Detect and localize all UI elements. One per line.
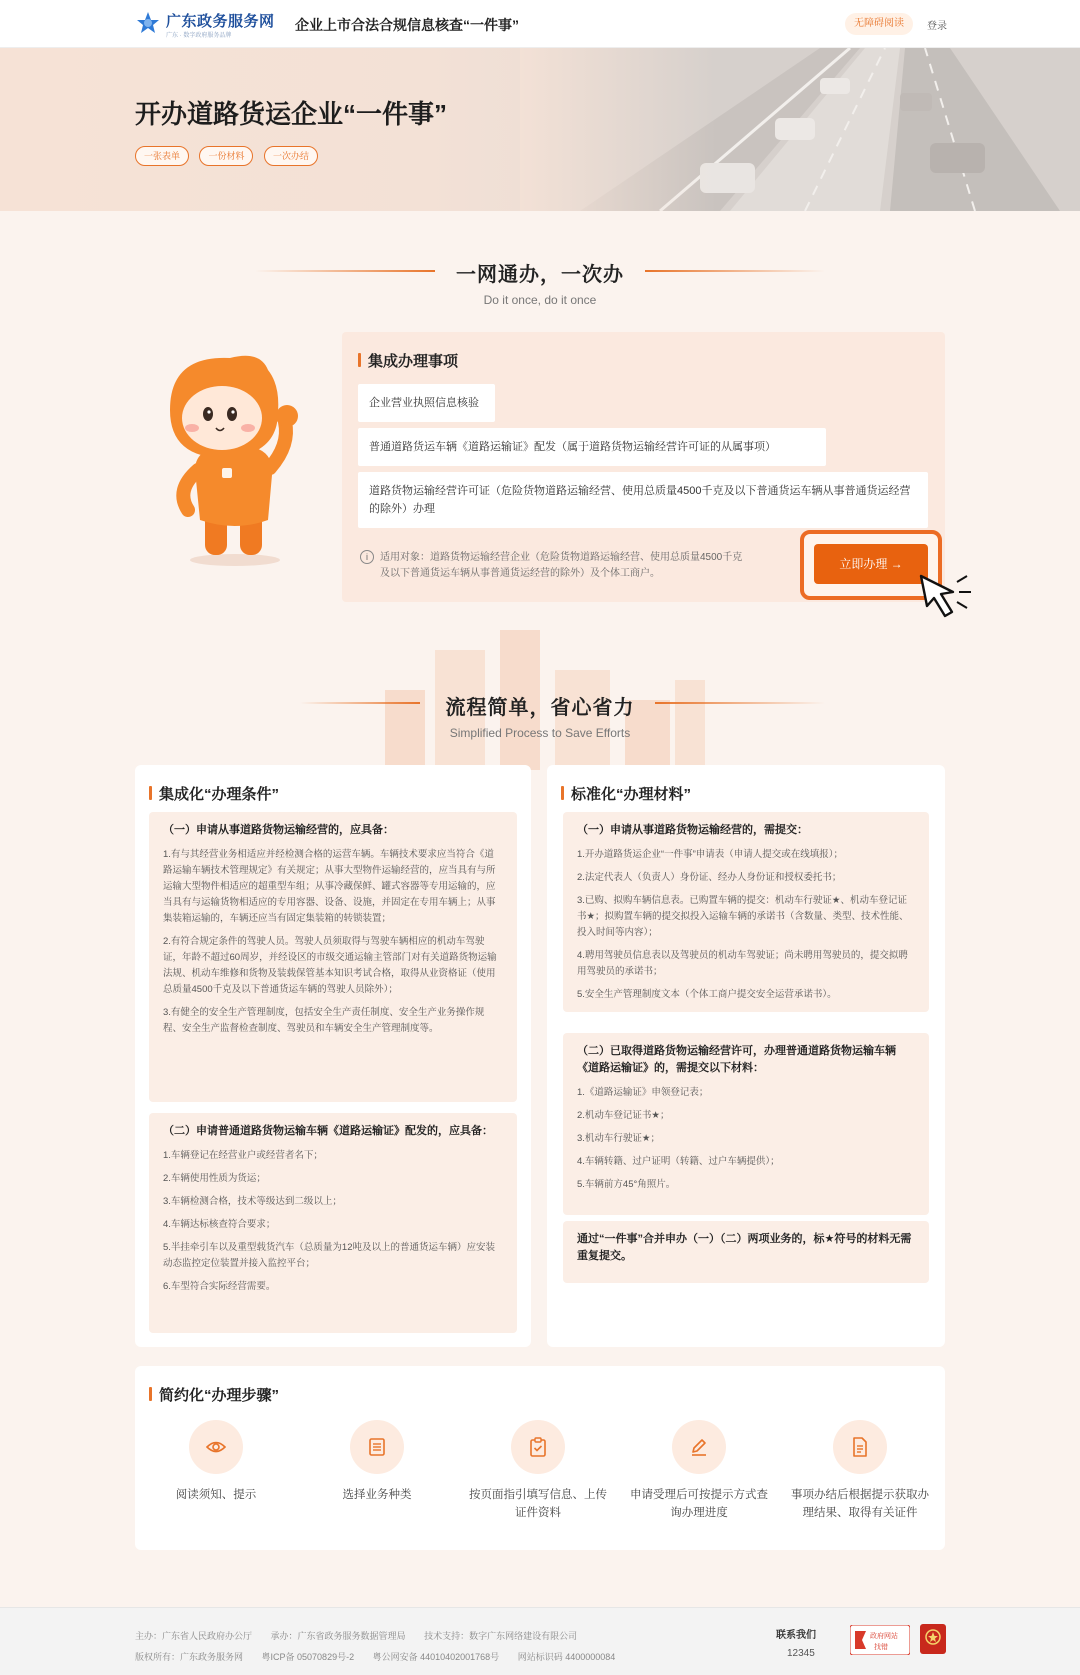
- materials-heading: 标准化“办理材料”: [561, 783, 691, 804]
- document-icon: [850, 1437, 870, 1457]
- list-item: 5.车辆前方45°角照片。: [577, 1179, 676, 1190]
- list-item: 4.车辆达标核查符合要求；: [163, 1219, 276, 1230]
- eye-icon: [206, 1437, 226, 1457]
- item-license-verification: 企业营业执照信息核验: [358, 384, 495, 422]
- contact-phone: 12345: [787, 1648, 815, 1659]
- item-operating-permit: 道路货物运输经营许可证（危险货物道路运输经营、使用总质量4500千克及以下普通货运车辆从事普通货运经营的除外）办理: [358, 472, 928, 528]
- section-title-process: [0, 691, 1080, 740]
- section-title-en: Do it once, do it once: [483, 293, 597, 307]
- contact-us-label[interactable]: 联系我们: [776, 1630, 816, 1641]
- conditions-group-1: [149, 812, 517, 1102]
- conditions-group-2-title: （二）申请普通道路货物运输车辆《道路运输证》配发的，应具备：: [163, 1125, 493, 1137]
- section-title-online: [0, 258, 1080, 307]
- step-label: 事项办结后根据提示获取办理结果、取得有关证件: [791, 1489, 929, 1519]
- list-item: 3.已购、拟购车辆信息表。已购置车辆的提交：机动车行驶证★、机动车登记证书★；拟购置车辆的提交拟投入运输车辆的承诺书（含数量、类型、技术性能、投入时间等内容）；: [577, 895, 909, 938]
- footer-site-id: 网站标识码 4400000084: [517, 1652, 616, 1662]
- materials-tip: [563, 1221, 929, 1283]
- list-item: 4.聘用驾驶员信息表以及驾驶员的机动车驾驶证；尚未聘用驾驶员的，提交拟聘用驾驶员的承诺书；: [577, 950, 908, 977]
- highway-image: [520, 48, 1080, 211]
- list-item: 2.法定代表人（负责人）身份证、经办人身份证和授权委托书；: [577, 872, 842, 883]
- footer-police-record-link[interactable]: 粤公网安备 44010402001768号: [372, 1652, 500, 1662]
- tag-one-material: 一份材料: [199, 146, 253, 166]
- list-icon: [367, 1437, 387, 1457]
- footer-icp-link[interactable]: 粤ICP备 05070829号-2: [261, 1652, 355, 1662]
- list-item: 1.开办道路货运企业“一件事”申请表（申请人提交或在线填报）；: [577, 849, 844, 860]
- section-title-zh: 一网通办，一次办: [456, 264, 624, 286]
- clipboard-icon: [528, 1437, 548, 1457]
- footer-row-records: [135, 1650, 631, 1663]
- list-item: 2.机动车登记证书★；: [577, 1110, 670, 1121]
- logo-subtext: 广东 · 数字政府服务品牌: [166, 33, 232, 39]
- list-item: 2.有符合规定条件的驾驶人员。驾驶人员须取得与驾驶车辆相应的机动车驾驶证，年龄不超过60周岁，并经设区的市级交通运输主管部门对有关道路货物运输法规、机动车维修和货物及装载保管基本知识考试合格，取得从业资格证（使用总质量4500千克及以下普通货运车辆的驾驶人员除外）；: [163, 936, 497, 995]
- section-title-en-2: Simplified Process to Save Efforts: [449, 726, 631, 740]
- step-label: 阅读须知、提示: [175, 1489, 257, 1501]
- step-label: 申请受理后可按提示方式查询办理进度: [630, 1489, 768, 1519]
- list-item: 5.半挂牵引车以及重型载货汽车（总质量为12吨及以上的普通货运车辆）应安装动态监控定位装置并接入监控平台；: [163, 1242, 495, 1269]
- footer-tech-support: 技术支持：数字广东网络建设有限公司: [424, 1631, 578, 1641]
- item-transport-certificate: 普通道路货运车辆《道路运输证》配发（属于道路货物运输经营许可证的从属事项）: [358, 428, 826, 466]
- accessible-reading-button[interactable]: 无障碍阅读: [845, 13, 913, 35]
- footer-row-organizers: [135, 1629, 593, 1642]
- materials-group-2-title: （二）已取得道路货物运输经营许可，办理普通道路货物运输车辆《道路运输证》的，需提交以下材料：: [577, 1045, 896, 1074]
- site-logo[interactable]: [136, 9, 276, 39]
- tag-one-completion: 一次办结: [264, 146, 318, 166]
- list-item: 2.车辆使用性质为货运；: [163, 1173, 266, 1184]
- conditions-heading: 集成化“办理条件”: [149, 783, 279, 804]
- nav-title: 企业上市合法合规信息核查“一件事”: [295, 17, 519, 33]
- error-report-badge[interactable]: [850, 1625, 910, 1655]
- conditions-group-2: [149, 1113, 517, 1333]
- step-label: 按页面指引填写信息、上传证件资料: [469, 1489, 607, 1519]
- applicable-target-note: 适用对象：道路货物运输经营企业（危险货物道路运输经营、使用总质量4500千克及以下普通货运车辆从事普通货运经营的除外）及个体工商户。: [380, 552, 743, 579]
- materials-tip-text: 通过“一件事”合并申办（一）（二）两项业务的，标★符号的材料无需重复提交。: [577, 1233, 912, 1262]
- top-nav: [0, 0, 1080, 48]
- steps-heading: 简约化“办理步骤”: [149, 1384, 279, 1405]
- step-fill-info: [468, 1420, 608, 1522]
- svg-text:政府网站: 政府网站: [870, 1633, 898, 1640]
- section-title-zh-2: 流程简单，省心省力: [445, 697, 635, 719]
- list-item: 3.车辆检测合格，技术等级达到二级以上；: [163, 1196, 342, 1207]
- party-emblem-icon: [920, 1624, 946, 1654]
- integrated-items-card: [342, 332, 945, 602]
- step-get-result: [790, 1420, 930, 1522]
- login-link[interactable]: 登录: [927, 21, 947, 32]
- info-icon: i: [360, 550, 374, 564]
- page-title: 开办道路货运企业“一件事”: [135, 99, 448, 129]
- mascot-illustration: [160, 350, 320, 570]
- apply-now-button[interactable]: 立即办理 →: [814, 544, 928, 584]
- list-item: 3.有健全的安全生产管理制度，包括安全生产责任制度、安全生产业务操作规程、安全生产监督检查制度、驾驶员和车辆安全生产管理制度等。: [163, 1007, 485, 1034]
- list-item: 5.安全生产管理制度文本（个体工商户提交安全运营承诺书）。: [577, 989, 837, 1000]
- step-select-business: [307, 1420, 447, 1504]
- list-item: 6.车型符合实际经营需要。: [163, 1281, 276, 1292]
- conditions-panel: [135, 765, 531, 1347]
- svg-text:找错: 找错: [874, 1644, 888, 1651]
- footer-copyright: 版权所有：广东政务服务网: [135, 1652, 244, 1662]
- logo-icon: [136, 11, 160, 35]
- footer-organizer: 承办：广东省政务服务数据管理局: [270, 1631, 406, 1641]
- hero-banner: [0, 48, 1080, 211]
- pointer-cursor-icon: [917, 572, 975, 624]
- logo-text: 广东政务服务网: [166, 13, 275, 30]
- footer-host: 主办：广东省人民政府办公厅: [135, 1631, 253, 1641]
- hero-tags: [135, 146, 324, 166]
- items-card-heading: 集成办理事项: [358, 350, 458, 371]
- step-label: 选择业务种类: [342, 1489, 412, 1501]
- materials-panel: [547, 765, 945, 1347]
- steps-panel: [135, 1366, 945, 1550]
- list-item: 1.《道路运输证》申领登记表；: [577, 1087, 709, 1098]
- list-item: 3.机动车行驶证★；: [577, 1133, 660, 1144]
- list-item: 4.车辆转籍、过户证明（转籍、过户车辆提供）；: [577, 1156, 780, 1167]
- edit-icon: [689, 1437, 709, 1457]
- materials-group-1-title: （一）申请从事道路货物运输经营的，需提交：: [577, 824, 808, 836]
- materials-group-2: [563, 1033, 929, 1215]
- tag-one-form: 一张表单: [135, 146, 189, 166]
- conditions-group-1-title: （一）申请从事道路货物运输经营的，应具备：: [163, 824, 394, 836]
- step-read-notice: [146, 1420, 286, 1504]
- footer: [0, 1607, 1080, 1675]
- list-item: 1.车辆登记在经营业户或经营者名下；: [163, 1150, 323, 1161]
- step-check-progress: [629, 1420, 769, 1522]
- list-item: 1.有与其经营业务相适应并经检测合格的运营车辆。车辆技术要求应当符合《道路运输车辆技术管理规定》有关规定；从事大型物件运输经营的，应当具有与所运输大型物件相适应的超重型车组；从事冷藏保鲜、罐式容器等专用运输的，应当具有与运输货物相适应的专用容器、设备、设施，并固定在专用车辆上；从事集装箱运输的，车辆还应当有固定集装箱的转锁装置；: [163, 849, 496, 924]
- materials-group-1: [563, 812, 929, 1012]
